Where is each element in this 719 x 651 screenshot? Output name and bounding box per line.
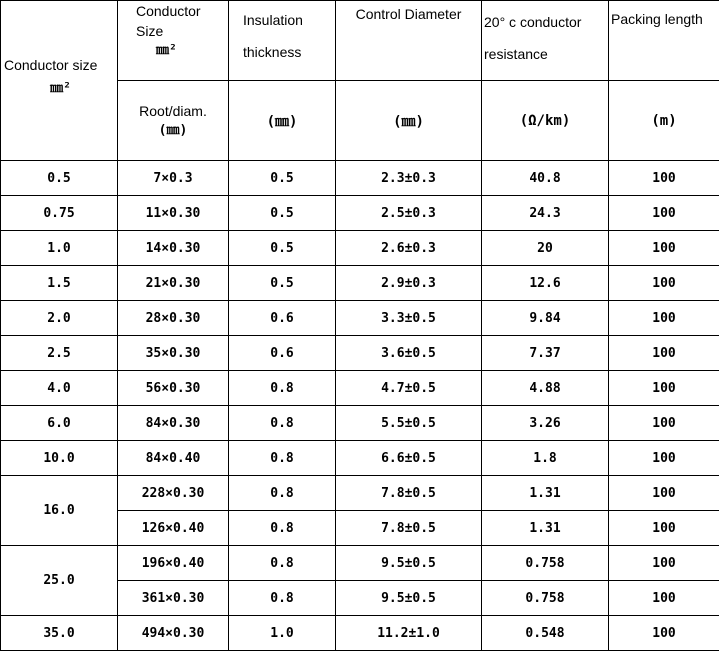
insulation-cell: 0.8 (229, 511, 336, 546)
table-row (1, 336, 719, 371)
table-row (1, 371, 719, 406)
size-header (118, 1, 229, 81)
insulation-unit: (㎜) (229, 81, 336, 161)
root-diam-header (118, 81, 229, 161)
packing-cell: 100 (609, 301, 719, 336)
size-cell: 2.0 (1, 301, 118, 336)
root-cell: 228×0.30 (118, 476, 229, 511)
size-cell: 0.75 (1, 196, 118, 231)
table-row (1, 301, 719, 336)
resistance-cell: 7.37 (482, 336, 609, 371)
packing-cell: 100 (609, 231, 719, 266)
resistance-cell: 24.3 (482, 196, 609, 231)
resistance-cell: 1.31 (482, 511, 609, 546)
root-diam-label: Root/diam. (118, 101, 228, 121)
insulation-cell: 0.5 (229, 266, 336, 301)
diameter-cell: 2.6±0.3 (336, 231, 482, 266)
table-row (1, 406, 719, 441)
diameter-cell: 2.3±0.3 (336, 161, 482, 196)
size-cell: 25.0 (1, 546, 118, 616)
resistance-unit: (Ω/km) (482, 81, 609, 161)
table-row (1, 196, 719, 231)
diameter-cell: 9.5±0.5 (336, 546, 482, 581)
packing-cell: 100 (609, 196, 719, 231)
diameter-cell: 2.5±0.3 (336, 196, 482, 231)
control-diameter-header (336, 1, 482, 81)
conductor-size-unit: ㎜² (4, 77, 117, 96)
size-cell: 1.5 (1, 266, 118, 301)
table-row (1, 266, 719, 301)
insulation-cell: 0.8 (229, 546, 336, 581)
packing-cell: 100 (609, 441, 719, 476)
diameter-cell: 3.3±0.5 (336, 301, 482, 336)
size-cell: 2.5 (1, 336, 118, 371)
conductor-size-header (1, 1, 118, 161)
table-row (1, 161, 719, 196)
size-cell: 35.0 (1, 616, 118, 651)
root-cell: 196×0.40 (118, 546, 229, 581)
insulation-line2: thickness (243, 36, 335, 68)
packing-cell: 100 (609, 371, 719, 406)
resistance-line1: 20° c conductor (484, 6, 608, 38)
resistance-line2: resistance (484, 38, 608, 70)
packing-cell: 100 (609, 581, 719, 616)
diameter-cell: 11.2±1.0 (336, 616, 482, 651)
packing-cell: 100 (609, 616, 719, 651)
root-cell: 21×0.30 (118, 266, 229, 301)
resistance-cell: 0.758 (482, 581, 609, 616)
diameter-cell: 7.8±0.5 (336, 511, 482, 546)
diameter-cell: 4.7±0.5 (336, 371, 482, 406)
resistance-cell: 0.548 (482, 616, 609, 651)
diameter-cell: 3.6±0.5 (336, 336, 482, 371)
header-row-1 (1, 1, 719, 81)
packing-cell: 100 (609, 266, 719, 301)
root-cell: 11×0.30 (118, 196, 229, 231)
table-row (1, 441, 719, 476)
insulation-cell: 0.5 (229, 196, 336, 231)
insulation-cell: 0.8 (229, 476, 336, 511)
table-row (1, 616, 719, 651)
size-cell: 0.5 (1, 161, 118, 196)
control-diameter-label: Control Diameter (356, 6, 462, 22)
insulation-cell: 0.5 (229, 231, 336, 266)
resistance-cell: 12.6 (482, 266, 609, 301)
root-diam-unit: (㎜) (118, 121, 228, 141)
packing-length-label: Packing length (611, 11, 703, 27)
insulation-cell: 0.8 (229, 406, 336, 441)
insulation-cell: 0.6 (229, 336, 336, 371)
conductor-size-label: Conductor size (4, 57, 117, 73)
packing-cell: 100 (609, 336, 719, 371)
diameter-cell: 7.8±0.5 (336, 476, 482, 511)
root-cell: 84×0.30 (118, 406, 229, 441)
resistance-cell: 0.758 (482, 546, 609, 581)
packing-cell: 100 (609, 476, 719, 511)
insulation-header (229, 1, 336, 81)
packing-cell: 100 (609, 161, 719, 196)
insulation-cell: 0.6 (229, 301, 336, 336)
root-cell: 35×0.30 (118, 336, 229, 371)
insulation-cell: 0.8 (229, 371, 336, 406)
packing-cell: 100 (609, 511, 719, 546)
resistance-header (482, 1, 609, 81)
resistance-cell: 40.8 (482, 161, 609, 196)
size-cell: 16.0 (1, 476, 118, 546)
packing-length-unit: (m) (609, 81, 719, 161)
resistance-cell: 9.84 (482, 301, 609, 336)
root-cell: 84×0.40 (118, 441, 229, 476)
size-label-line2: Size (136, 21, 228, 41)
insulation-cell: 0.8 (229, 441, 336, 476)
diameter-cell: 6.6±0.5 (336, 441, 482, 476)
root-cell: 7×0.3 (118, 161, 229, 196)
table-row (1, 546, 719, 581)
packing-length-header (609, 1, 719, 81)
insulation-cell: 0.5 (229, 161, 336, 196)
size-cell: 4.0 (1, 371, 118, 406)
insulation-cell: 0.8 (229, 581, 336, 616)
resistance-cell: 20 (482, 231, 609, 266)
packing-cell: 100 (609, 546, 719, 581)
resistance-cell: 4.88 (482, 371, 609, 406)
table-row (1, 231, 719, 266)
size-unit: ㎜² (136, 41, 228, 61)
packing-cell: 100 (609, 406, 719, 441)
diameter-cell: 5.5±0.5 (336, 406, 482, 441)
resistance-cell: 1.8 (482, 441, 609, 476)
root-cell: 361×0.30 (118, 581, 229, 616)
resistance-cell: 3.26 (482, 406, 609, 441)
size-label-line1: Conductor (136, 1, 228, 21)
root-cell: 494×0.30 (118, 616, 229, 651)
size-cell: 6.0 (1, 406, 118, 441)
size-cell: 1.0 (1, 231, 118, 266)
table-row (1, 476, 719, 511)
diameter-cell: 9.5±0.5 (336, 581, 482, 616)
root-cell: 126×0.40 (118, 511, 229, 546)
insulation-cell: 1.0 (229, 616, 336, 651)
root-cell: 28×0.30 (118, 301, 229, 336)
root-cell: 14×0.30 (118, 231, 229, 266)
insulation-line1: Insulation (243, 4, 335, 36)
diameter-cell: 2.9±0.3 (336, 266, 482, 301)
resistance-cell: 1.31 (482, 476, 609, 511)
size-cell: 10.0 (1, 441, 118, 476)
control-diameter-unit: (㎜) (336, 81, 482, 161)
root-cell: 56×0.30 (118, 371, 229, 406)
